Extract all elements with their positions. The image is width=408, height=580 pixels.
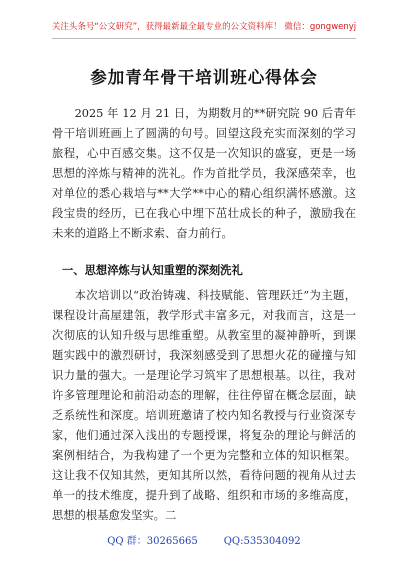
intro-paragraph: 2025 年 12 月 21 日，为期数月的**研究院 90 后青年骨干培训班画上了圆满的句号。回望这段充实而深刻的学习旅程，心中百感交集。这不仅是一次知识的盛宴，更是一场思想的淬炼与精神的洗礼。作为首批学员，我深感荣幸，也对单位的悉心栽培与**大学**中心的精心组织满怀感激。这段宝贵的经历，已在我心中埋下茁壮成长的种子，激励我在未来的道路上不断求索、奋力前行。 bbox=[52, 107, 356, 240]
qq-group-text: QQ 群：30265665 bbox=[107, 536, 198, 547]
qq-number-text: QQ:535304092 bbox=[223, 536, 301, 547]
contact-footer bbox=[0, 532, 408, 547]
header-divider bbox=[52, 38, 356, 39]
promo-header: 关注头条号“公文研究”，获得最新最全最专业的公文资料库！ 微信：gongwenyj bbox=[51, 22, 357, 32]
section-paragraph: 本次培训以“政治铸魂、科技赋能、管理跃迁”为主题，课程设计高屋建瓴，教学形式丰富多元，对我而言，这是一次彻底的认知升级与思维重塑。从教室里的凝神静听，到课题实践中的激烈研讨，我深刻感受到了思想火花的碰撞与知识力量的强大。一是理论学习筑牢了思想根基。以往，我对许多管理理论和前沿动态的理解，往往停留在概念层面，缺乏系统性和深度。培训班邀请了校内知名教授与行业资深专家，他们通过深入浅出的专题授课，将复杂的理论与鲜活的案例相结合，为我构建了一个更为完整和立体的知识框架。这让我不仅知其然，更知其所以然，看待问题的视角从过去单一的技术维度，提升到了战略、组织和市场的多维高度，思想的根基愈发坚实。二 bbox=[52, 289, 356, 522]
document-title: 参加青年骨干培训班心得体会 bbox=[90, 68, 318, 87]
section-heading: 一、思想淬炼与认知重塑的深刻洗礼 bbox=[62, 264, 243, 277]
